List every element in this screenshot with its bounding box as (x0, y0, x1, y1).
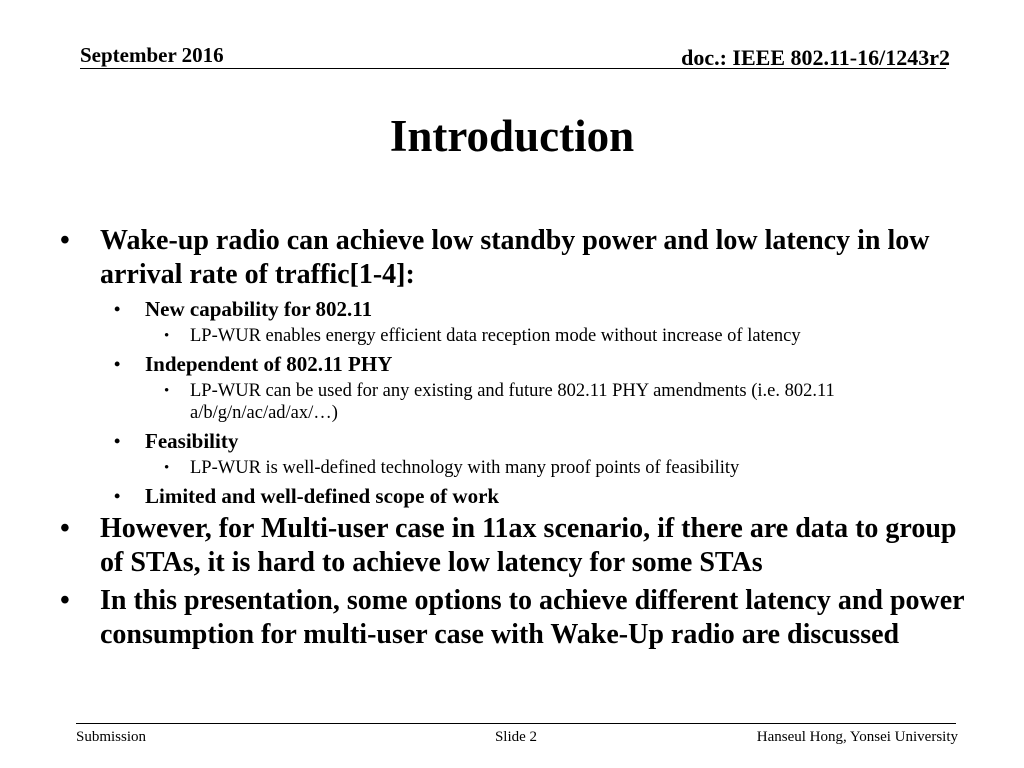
footer-divider (76, 723, 956, 724)
bullet-text: Limited and well-defined scope of work (145, 484, 500, 508)
slide-title: Introduction (389, 111, 635, 161)
bullet-text: LP-WUR enables energy efficient data reception mode without increase of latency (190, 326, 801, 346)
bullet-dot-icon: • (60, 225, 70, 256)
bullet-text: Feasibility (145, 429, 239, 453)
bullet-text: In this presentation, some options to achieve different latency and power consumption for multi-user case with Wake-Up radio are discussed (100, 585, 965, 650)
bullet-level2 (54, 296, 974, 322)
bullet-dot-icon: • (60, 513, 70, 544)
bullet-text: LP-WUR can be used for any existing and future 802.11 PHY amendments (i.e. 802.11 a/b/g/n/ac/ad/ax/…) (190, 381, 835, 423)
header-date: September 2016 (80, 43, 224, 67)
bullet-text: New capability for 802.11 (145, 297, 373, 321)
bullet-dot-icon: • (164, 328, 170, 344)
bullet-dot-icon: • (114, 354, 121, 374)
footer-author: Hanseul Hong, Yonsei University (756, 729, 958, 745)
bullet-dot-icon: • (114, 486, 121, 506)
bullet-dot-icon: • (60, 585, 70, 616)
bullet-text: Independent of 802.11 PHY (145, 352, 393, 376)
bullet-level1 (54, 224, 974, 292)
header-divider (80, 68, 946, 69)
footer-submission: Submission (76, 729, 147, 745)
bullet-level1 (54, 584, 974, 652)
bullet-level3 (54, 325, 974, 347)
header-doc-id: doc.: IEEE 802.11-16/1243r2 (681, 45, 950, 70)
bullet-level2 (54, 351, 974, 377)
bullet-text: Wake-up radio can achieve low standby power and low latency in low arrival rate of traffic[1-4]: (100, 225, 930, 290)
bullet-text: LP-WUR is well-defined technology with many proof points of feasibility (190, 458, 740, 478)
bullet-level3 (54, 457, 974, 479)
bullet-level1 (54, 512, 974, 580)
bullet-level2 (54, 428, 974, 454)
bullet-text: However, for Multi-user case in 11ax scenario, if there are data to group of STAs, it is hard to achieve low latency for some STAs (100, 513, 957, 578)
bullet-level2 (54, 483, 974, 509)
footer-slide-number: Slide 2 (494, 729, 538, 745)
bullet-dot-icon: • (164, 460, 170, 476)
bullet-dot-icon: • (114, 299, 121, 319)
bullet-dot-icon: • (164, 383, 170, 399)
slide-body (54, 224, 974, 656)
bullet-level3 (54, 380, 974, 424)
bullet-dot-icon: • (114, 431, 121, 451)
